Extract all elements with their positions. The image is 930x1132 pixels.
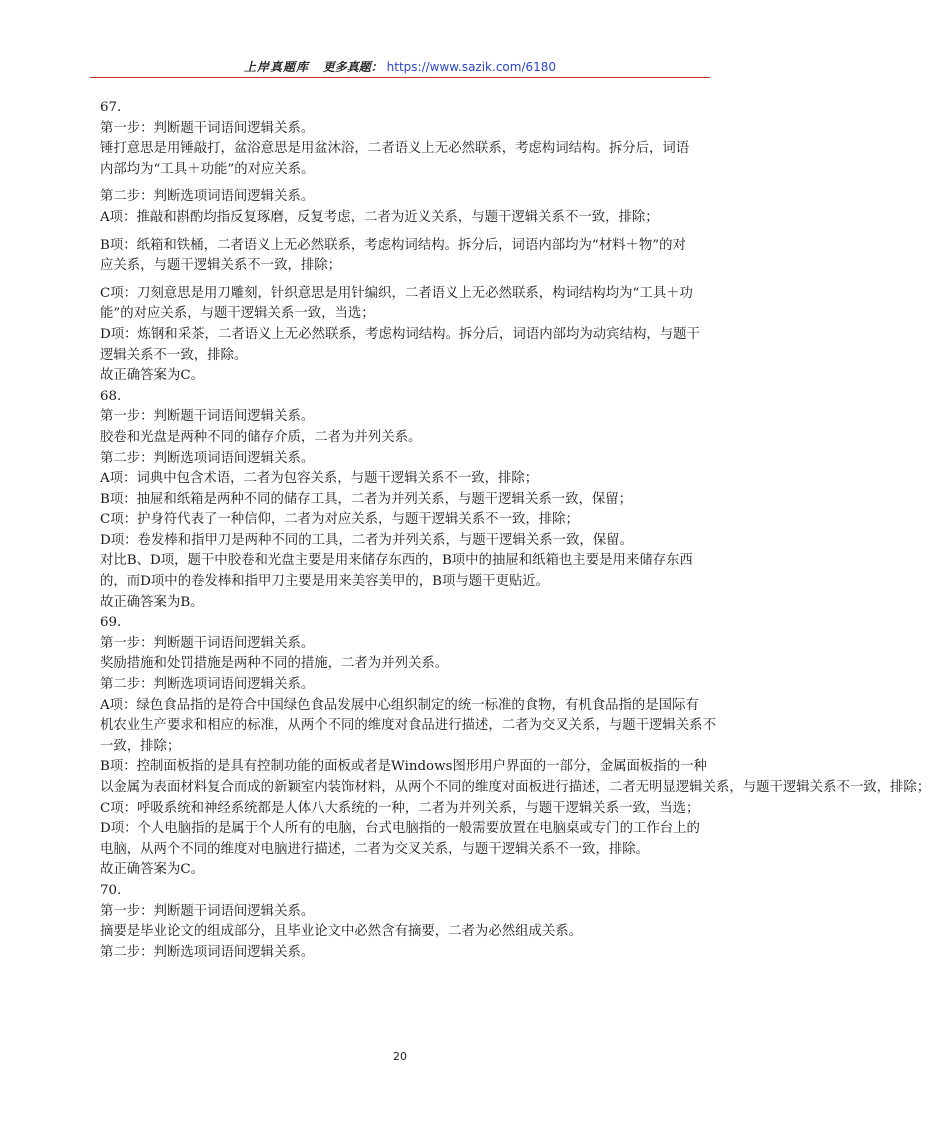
text-line: A项：词典中包含术语，二者为包容关系，与题干逻辑关系不一致，排除； [100, 471, 539, 487]
text-line: 对比B、D项，题干中胶卷和光盘主要是用来储存东西的，B项中的抽屉和纸箱也主要是用来储存东西 [100, 553, 693, 569]
text-line: 第二步：判断选项词语间逻辑关系。 [100, 677, 315, 693]
text-line: B项：控制面板指的是具有控制功能的面板或者是Windows图形用户界面的一部分，金属面板指的一种 [100, 759, 707, 775]
text-line: 机农业生产要求和相应的标准，从两个不同的维度对食品进行描述，二者为交叉关系，与题干逻辑关系不 [100, 718, 716, 734]
question-number: 69. [100, 615, 122, 631]
text-line: C项：护身符代表了一种信仰，二者为对应关系，与题干逻辑关系不一致，排除； [100, 512, 579, 528]
header-link[interactable]: https://www.sazik.com/6180 [386, 60, 557, 74]
text-line: 第一步：判断题干词语间逻辑关系。 [100, 903, 315, 919]
text-line: 第二步：判断选项词语间逻辑关系。 [100, 189, 315, 205]
page-number: 20 [393, 1050, 407, 1063]
text-line: 故正确答案为B。 [100, 594, 204, 610]
text-line: B项：纸箱和铁桶，二者语义上无必然联系，考虑构词结构。拆分后，词语内部均为“材料＋物”的对 [100, 237, 686, 253]
text-line: 电脑，从两个不同的维度对电脑进行描述，二者为交叉关系，与题干逻辑关系不一致，排除。 [100, 841, 650, 857]
text-line: C项：刀刻意思是用刀雕刻，针织意思是用针编织，二者语义上无必然联系，构词结构均为“工具＋功 [100, 285, 693, 301]
text-line: 第一步：判断题干词语间逻辑关系。 [100, 409, 315, 425]
header-label: 更多真题： [322, 60, 383, 74]
text-line: 故正确答案为C。 [100, 368, 204, 384]
text-line: D项：炼钢和采茶，二者语义上无必然联系，考虑构词结构。拆分后，词语内部均为动宾结构，与题干 [100, 326, 700, 342]
question-number: 70. [100, 882, 122, 898]
text-line: 胶卷和光盘是两种不同的储存介质，二者为并列关系。 [100, 429, 422, 445]
text-line: 第二步：判断选项词语间逻辑关系。 [100, 450, 315, 466]
text-line: A项：绿色食品指的是符合中国绿色食品发展中心组织制定的统一标准的食物，有机食品指的是国际有 [100, 697, 699, 713]
text-line: 奖励措施和处罚措施是两种不同的措施，二者为并列关系。 [100, 656, 449, 672]
text-line: 的，而D项中的卷发棒和指甲刀主要是用来美容美甲的，B项与题干更贴近。 [100, 574, 550, 590]
header-divider [90, 77, 710, 78]
text-line: C项：呼吸系统和神经系统都是人体八大系统的一种，二者为并列关系，与题干逻辑关系一致，当选； [100, 800, 700, 816]
text-line: A项：推敲和斟酌均指反复琢磨，反复考虑，二者为近义关系，与题干逻辑关系不一致，排除； [100, 209, 659, 225]
question-number: 68. [100, 388, 122, 404]
text-line: 内部均为“工具＋功能”的对应关系。 [100, 161, 315, 177]
text-line: 能”的对应关系，与题干逻辑关系一致，当选； [100, 306, 375, 322]
text-line: 67. [100, 100, 122, 115]
text-line: 逻辑关系不一致，排除。 [100, 347, 248, 363]
text-line: B项：抽屉和纸箱是两种不同的储存工具，二者为并列关系，与题干逻辑关系一致，保留； [100, 491, 633, 507]
text-line: 锤打意思是用锤敲打，盆浴意思是用盆沐浴，二者语义上无必然联系，考虑构词结构。拆分后，词语 [100, 141, 690, 157]
page-body [100, 98, 930, 963]
text-line: 摘要是毕业论文的组成部分，且毕业论文中必然含有摘要，二者为必然组成关系。 [100, 924, 583, 940]
text-line: 第一步：判断题干词语间逻辑关系。 [100, 635, 315, 651]
text-line: 一致，排除； [100, 738, 181, 754]
text-line: 第二步：判断选项词语间逻辑关系。 [100, 944, 315, 960]
text-line: D项：个人电脑指的是属于个人所有的电脑，台式电脑指的一般需要放置在电脑桌或专门的工作台上的 [100, 821, 700, 837]
text-line: 第一步：判断题干词语间逻辑关系。 [100, 120, 315, 136]
text-line: 故正确答案为C。 [100, 862, 204, 878]
page-header [90, 58, 710, 75]
text-line: D项：卷发棒和指甲刀是两种不同的工具，二者为并列关系，与题干逻辑关系一致，保留。 [100, 532, 633, 548]
header-brand: 上岸真题库 [243, 60, 309, 74]
text-line: 以金属为表面材料复合而成的新颖室内装饰材料，从两个不同的维度对面板进行描述，二者无明显逻辑关系，与题干逻辑关系不一致，排除； [100, 780, 930, 795]
text-line: 应关系，与题干逻辑关系不一致，排除； [100, 258, 342, 274]
